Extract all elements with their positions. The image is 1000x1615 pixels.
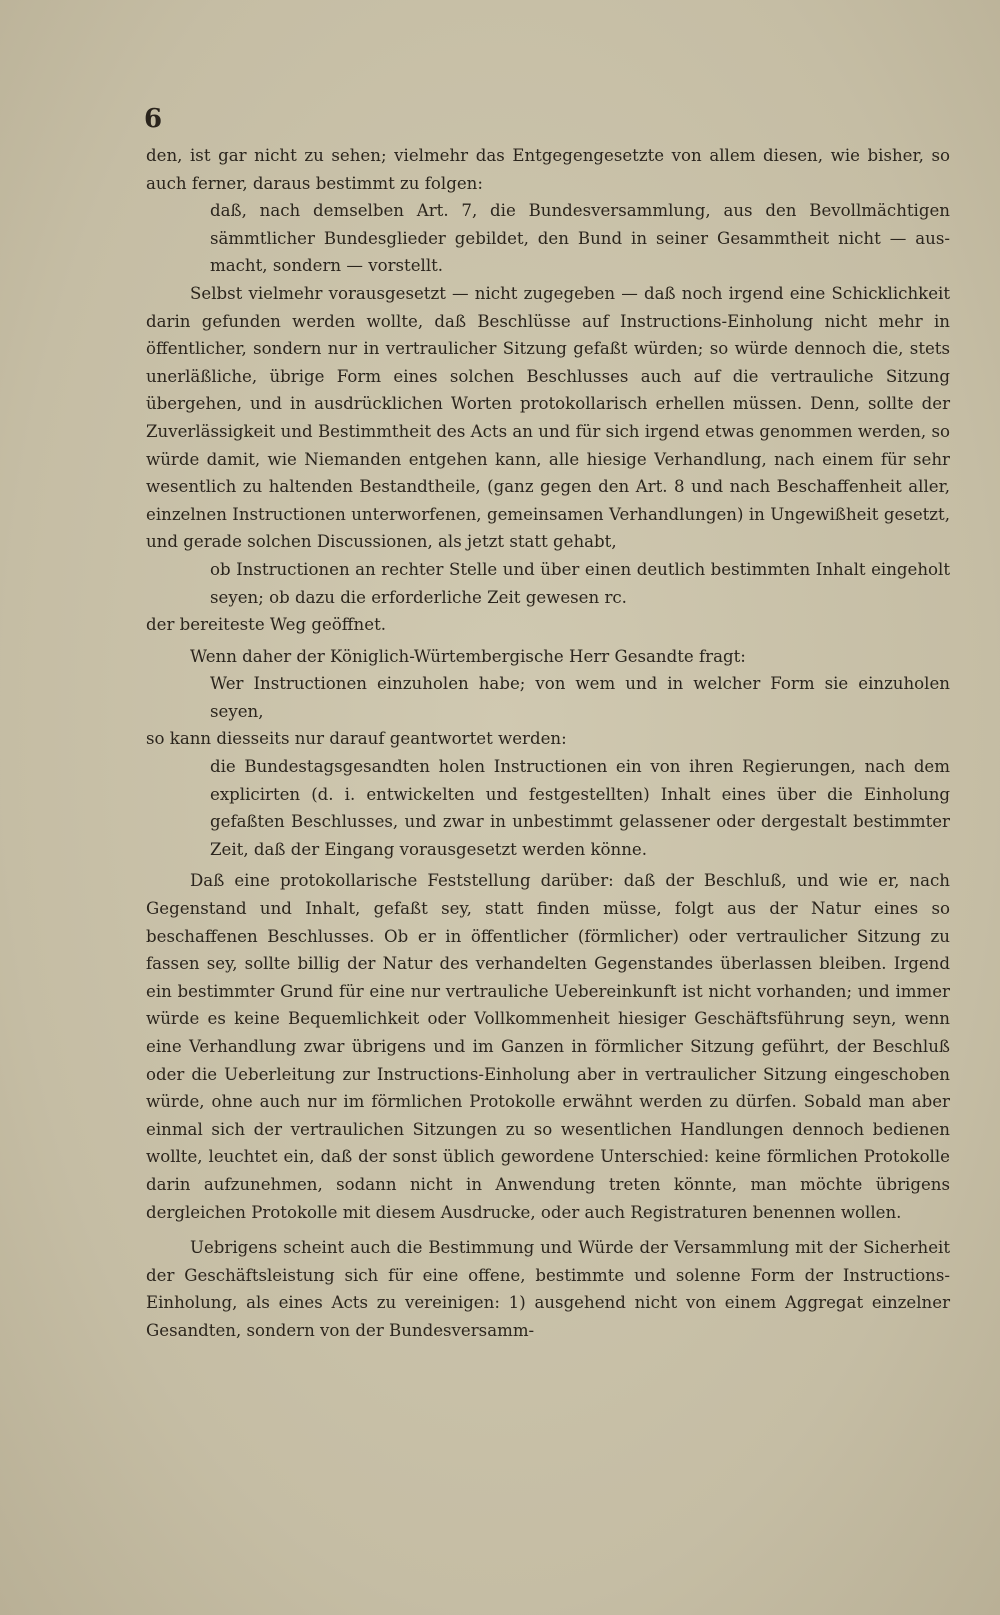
paragraph-quote: ob Instructionen an rechter Stelle und über einen deutlich bestimmten Inhalt eingeholt seyen; ob dazu die erforderliche Zeit gewesen rc.: [210, 559, 950, 607]
body-text: [146, 142, 950, 1345]
paragraph: den, ist gar nicht zu sehen; vielmehr das Entgegengesetzte von allem diesen, wie bisher, so auch ferner, daraus bestimmt zu folgen:: [146, 146, 950, 193]
paragraph-quote: Wer Instructionen einzuholen habe; von wem und in welcher Form sie einzuholen seyen,: [210, 674, 950, 721]
paragraph: so kann diesseits nur darauf geantwortet werden:: [146, 729, 567, 749]
paragraph-quote: die Bundestagsgesandten holen Instructionen ein von ihren Regierungen, nach dem explicirten (d. i. entwickelten und festgestellten) Inhalt eines über die Einholung gefaßten Beschlusses, und zwar in unbestimmt gelassener oder dergestalt bestimmter Zeit, daß der Eingang vorausgesetzt werden könne.: [210, 757, 950, 859]
page-number: 6: [144, 104, 163, 134]
paragraph: der bereiteste Weg geöffnet.: [146, 615, 387, 635]
paragraph-quote: daß, nach demselben Art. 7, die Bundesversammlung, aus den Bevollmächtigen sämmtlicher Bundesglieder gebildet, den Bund in seiner Gesammtheit nicht — aus-macht, sondern — vorstellt.: [210, 201, 950, 276]
paragraph: Wenn daher der Königlich-Würtembergische Herr Gesandte fragt:: [190, 646, 746, 666]
paragraph: Selbst vielmehr vorausgesetzt — nicht zugegeben — daß noch irgend eine Schicklichkeit darin gefunden werden wollte, daß Beschlüsse auf Instructions-Einholung nicht mehr in öffentlicher, sondern nur in vertraulicher Sitzung gefaßt würden; so würde dennoch die, stets unerläßliche, übrige Form eines solchen Beschlusses auch auf die vertrauliche Sitzung übergehen, und in ausdrücklichen Worten protokollarisch erhellen müssen. Denn, sollte der Zuverlässigkeit und Bestimmtheit des Acts an und für sich irgend etwas genommen werden, so würde damit, wie Niemanden entgehen kann, alle hiesige Verhandlung, nach einem für sehr wesentlich zu haltenden Bestandtheile, (ganz gegen den Art. 8 und nach Beschaffenheit aller, einzelnen Instructionen unterworfenen, gemeinsamen Verhandlungen) in Ungewißheit gesetzt, und gerade solchen Discussionen, als jetzt statt gehabt,: [146, 283, 950, 552]
paragraph: Daß eine protokollarische Feststellung darüber: daß der Beschluß, und wie er, nach Gegenstand und Inhalt, gefaßt sey, statt finden müsse, folgt aus der Natur eines so beschaffenen Beschlusses. Ob er in öffentlicher (förmlicher) oder vertraulicher Sitzung zu fassen sey, sollte billig der Natur des verhandelten Gegenstandes überlassen bleiben. Irgend ein bestimmter Grund für eine nur vertrauliche Uebereinkunft ist nicht vorhanden; und immer würde es keine Bequemlichkeit oder Vollkommenheit hiesiger Geschäftsführung seyn, wenn eine Verhandlung zwar übrigens und im Ganzen in förmlicher Sitzung geführt, der Beschluß oder die Ueberleitung zur Instructions-Einholung aber in vertraulicher Sitzung eingeschoben würde, ohne auch nur im förmlichen Protokolle erwähnt werden zu dürfen. Sobald man aber einmal sich der vertraulichen Sitzungen zu so wesentlichen Handlungen dennoch bedienen wollte, leuchtet ein, daß der sonst üblich gewordene Unterschied: keine förmlichen Protokolle darin aufzunehmen, sodann nicht in Anwendung treten könnte, man möchte übrigens dergleichen Protokolle mit diesem Ausdrucke, oder auch Registraturen benennen wollen.: [146, 871, 950, 1222]
paragraph: Uebrigens scheint auch die Bestimmung und Würde der Versammlung mit der Sicherheit der Geschäftsleistung sich für eine offene, bestimmte und solenne Form der Instructions-Einholung, als eines Acts zu vereinigen: 1) ausgehend nicht von einem Aggregat einzelner Gesandten, sondern von der Bundesversamm-: [146, 1238, 950, 1340]
